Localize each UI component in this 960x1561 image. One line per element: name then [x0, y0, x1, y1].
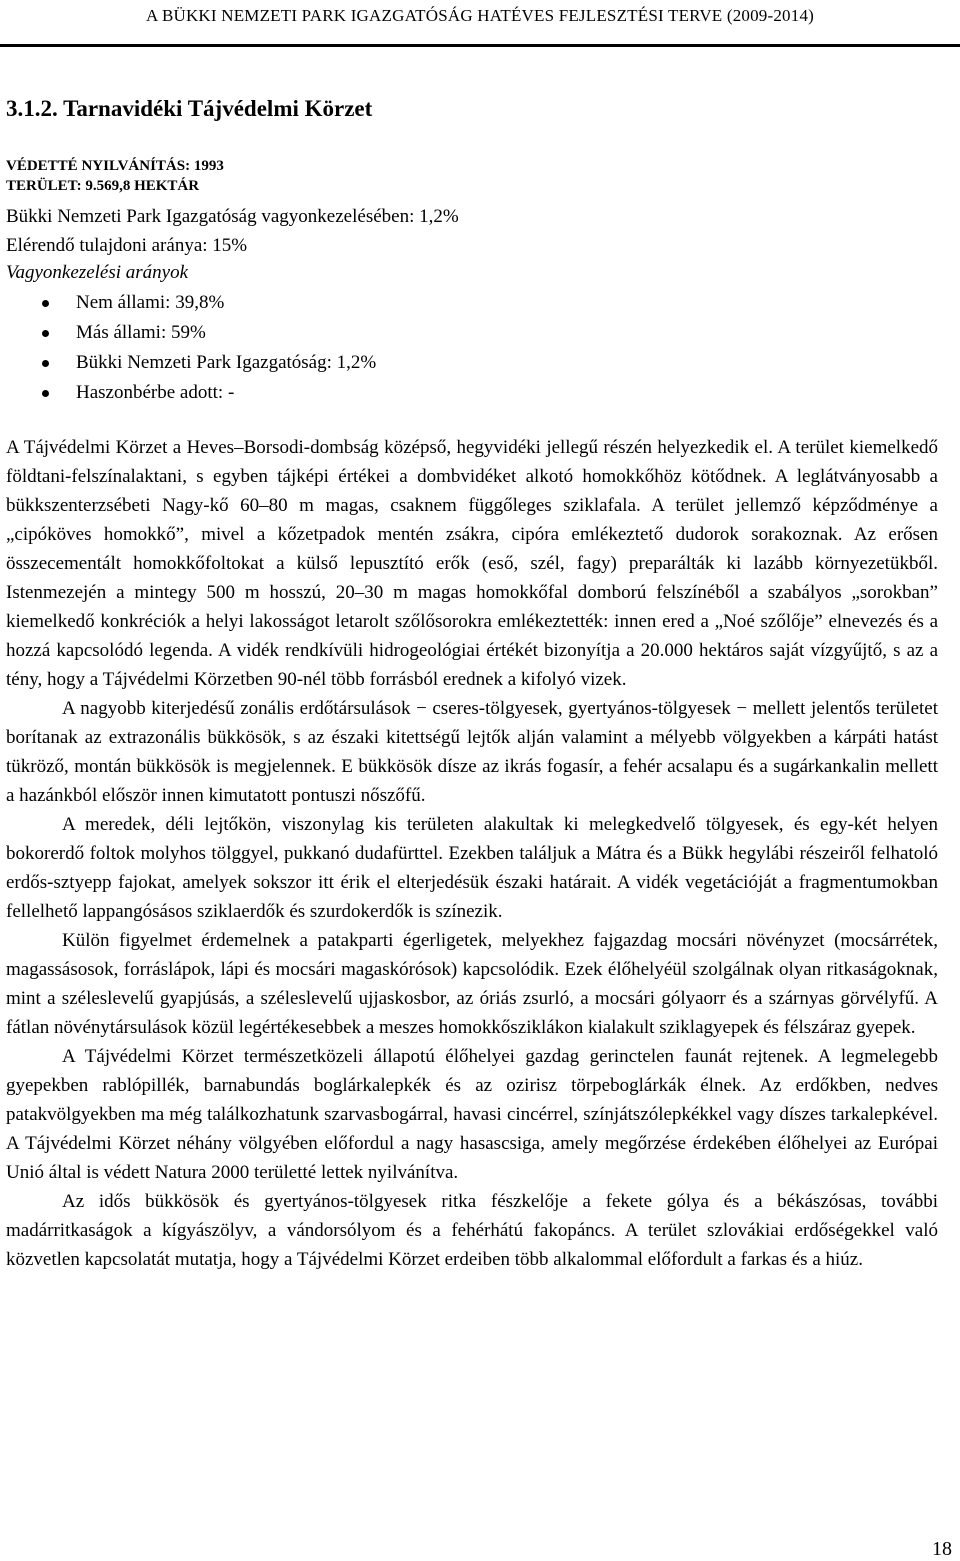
- paragraph-forests: A nagyobb kiterjedésű zonális erdőtársulások − cseres-tölgyesek, gyertyános-tölgyesek − mellett jelentős területet borítanak az extrazonális bükkösök, s az északi kitettségű lejtők alján valamint a mélyebb völgyekben a kárpáti hatást tükröző, montán bükkösök is megjelennek. E bükkösök dísze az ikrás fogasír, a fehér acsalapu és a sugárkankalin mellett a hazánkból először innen kimutatott pontuszi nőszőfű.: [6, 698, 938, 806]
- bullet-icon: [42, 390, 49, 397]
- paragraph-geology: A Tájvédelmi Körzet a Heves–Borsodi-dombság középső, hegyvidéki jellegű részén helyezkedik el. A terület kiemelkedő földtani-felszínalaktani, s egyben tájképi értékei a dombvidéket alkotó homokkőhöz kötődnek. A leglátványosabb a bükkszenterzsébeti Nagy-kő 60–80 m magas, csaknem függőleges sziklafala. A terület jellemző képződménye a „cipóköves homokkő”, mivel a kőzetpadok mentén zsákra, cipóra emlékeztető dudorok sorakoznak. Az erősen összecementált homokkőfoltokat a külső lepusztító erők (eső, szél, fagy) preparálták ki lazább környezetükből. Istenmezején a mintegy 500 m hosszú, 20–30 m magas homokkőfal domború felszínéből a szabályos „sorokban” kiemelkedő konkréciók a helyi lakosságot letarolt szőlősorokra emlékeztették: innen ered a „Noé szőlője” elnevezés és a hozzá kapcsolódó legenda. A vidék rendkívüli hidrogeológiai értékét bizonyítja a 20.000 hektáros saját vízgyűjtő, s az a tény, hogy a Tájvédelmi Körzetben 90-nél több forrásból erednek a kifolyó vizek.: [6, 437, 938, 690]
- target-ownership: Elérendő tulajdoni aránya: 15%: [6, 235, 248, 256]
- section-title: 3.1.2. Tarnavidéki Tájvédelmi Körzet: [6, 96, 373, 121]
- list-item-text: Nem állami: 39,8%: [76, 292, 225, 313]
- area-size: TERÜLET: 9.569,8 HEKTÁR: [6, 178, 200, 194]
- ratios-heading: Vagyonkezelési arányok: [6, 262, 189, 283]
- list-item-text: Bükki Nemzeti Park Igazgatóság: 1,2%: [76, 352, 377, 373]
- paragraph-birds: Az idős bükkösök és gyertyános-tölgyesek ritka fészkelője a fekete gólya és a békászósas, további madárritkaságok a kígyászölyv, a vándorsólyom és a fehérhátú fakopáncs. A terület szlovákiai erdőségekkel való közvetlen kapcsolatát mutatja, hogy a Tájvédelmi Körzet erdeiben több alkalommal előfordult a farkas és a hiúz.: [6, 1191, 938, 1270]
- list-item: [0, 348, 376, 378]
- list-item: [0, 378, 376, 408]
- bullet-icon: [42, 330, 49, 337]
- paragraph-slopes: A meredek, déli lejtőkön, viszonylag kis területen alakultak ki melegkedvelő tölgyesek, és egy-két helyen bokorerdő foltok molyhos tölggyel, pukkanó dudafürttel. Ezekben találjuk a Mátra és a Bükk hegylábi részeiről felhatoló erdős-sztyepp fajokat, amelyek sokszor itt érik el elterjedésük északi határait. A vidék vegetációját a fragmentumokban fellelhető lappangósásos sziklaerdők és szurdokerdők is színezik.: [6, 814, 938, 922]
- ownership-list: [0, 288, 376, 408]
- body-text: [6, 433, 938, 1274]
- paragraph-fauna: A Tájvédelmi Körzet természetközeli állapotú élőhelyei gazdag gerinctelen faunát rejtenek. A legmelegebb gyepekben rablópillék, barnabundás boglárkalepkék és az ozirisz törpeboglárkák élnek. Az erdőkben, nedves patakvölgyekben ma még találkozhatunk szarvasbogárral, havasi cincérrel, színjátszólepkékkel vagy díszes tarkalepkével. A Tájvédelmi Körzet néhány völgyében előfordul a nagy hasascsiga, amely megőrzése érdekében élőhelyei az Európai Unió által is védett Natura 2000 területté lettek nyilvánítva.: [6, 1046, 938, 1183]
- bullet-icon: [42, 360, 49, 367]
- management-share: Bükki Nemzeti Park Igazgatóság vagyonkezelésében: 1,2%: [6, 206, 459, 227]
- list-item-text: Haszonbérbe adott: -: [76, 382, 235, 403]
- paragraph-wetlands: Külön figyelmet érdemelnek a patakparti égerligetek, melyekhez fajgazdag mocsári növényzet (mocsárrétek, magassásosok, forráslápok, lápi és mocsári magaskórósok) kapcsolódik. Ezek élőhelyéül szolgálnak olyan ritkaságoknak, mint a széleslevelű gyapjúsás, a széleslevelű ujjaskosbor, az óriás zsurló, a mocsári gólyaorr és a szárnyas görvélyfű. A fátlan növénytársulások közül legértékesebbek a meszes homokkősziklákon kialakult sziklagyepek és félszáraz gyepek.: [6, 930, 938, 1038]
- list-item-text: Más állami: 59%: [76, 322, 206, 343]
- running-header: A BÜKKI NEMZETI PARK IGAZGATÓSÁG HATÉVES FEJLESZTÉSI TERVE (2009-2014): [145, 6, 815, 25]
- list-item: [0, 318, 376, 348]
- page-number: 18: [932, 1538, 952, 1560]
- bullet-icon: [42, 300, 49, 307]
- header-divider: [0, 44, 960, 47]
- protection-year: VÉDETTÉ NYILVÁNÍTÁS: 1993: [6, 158, 224, 174]
- list-item: [0, 288, 376, 318]
